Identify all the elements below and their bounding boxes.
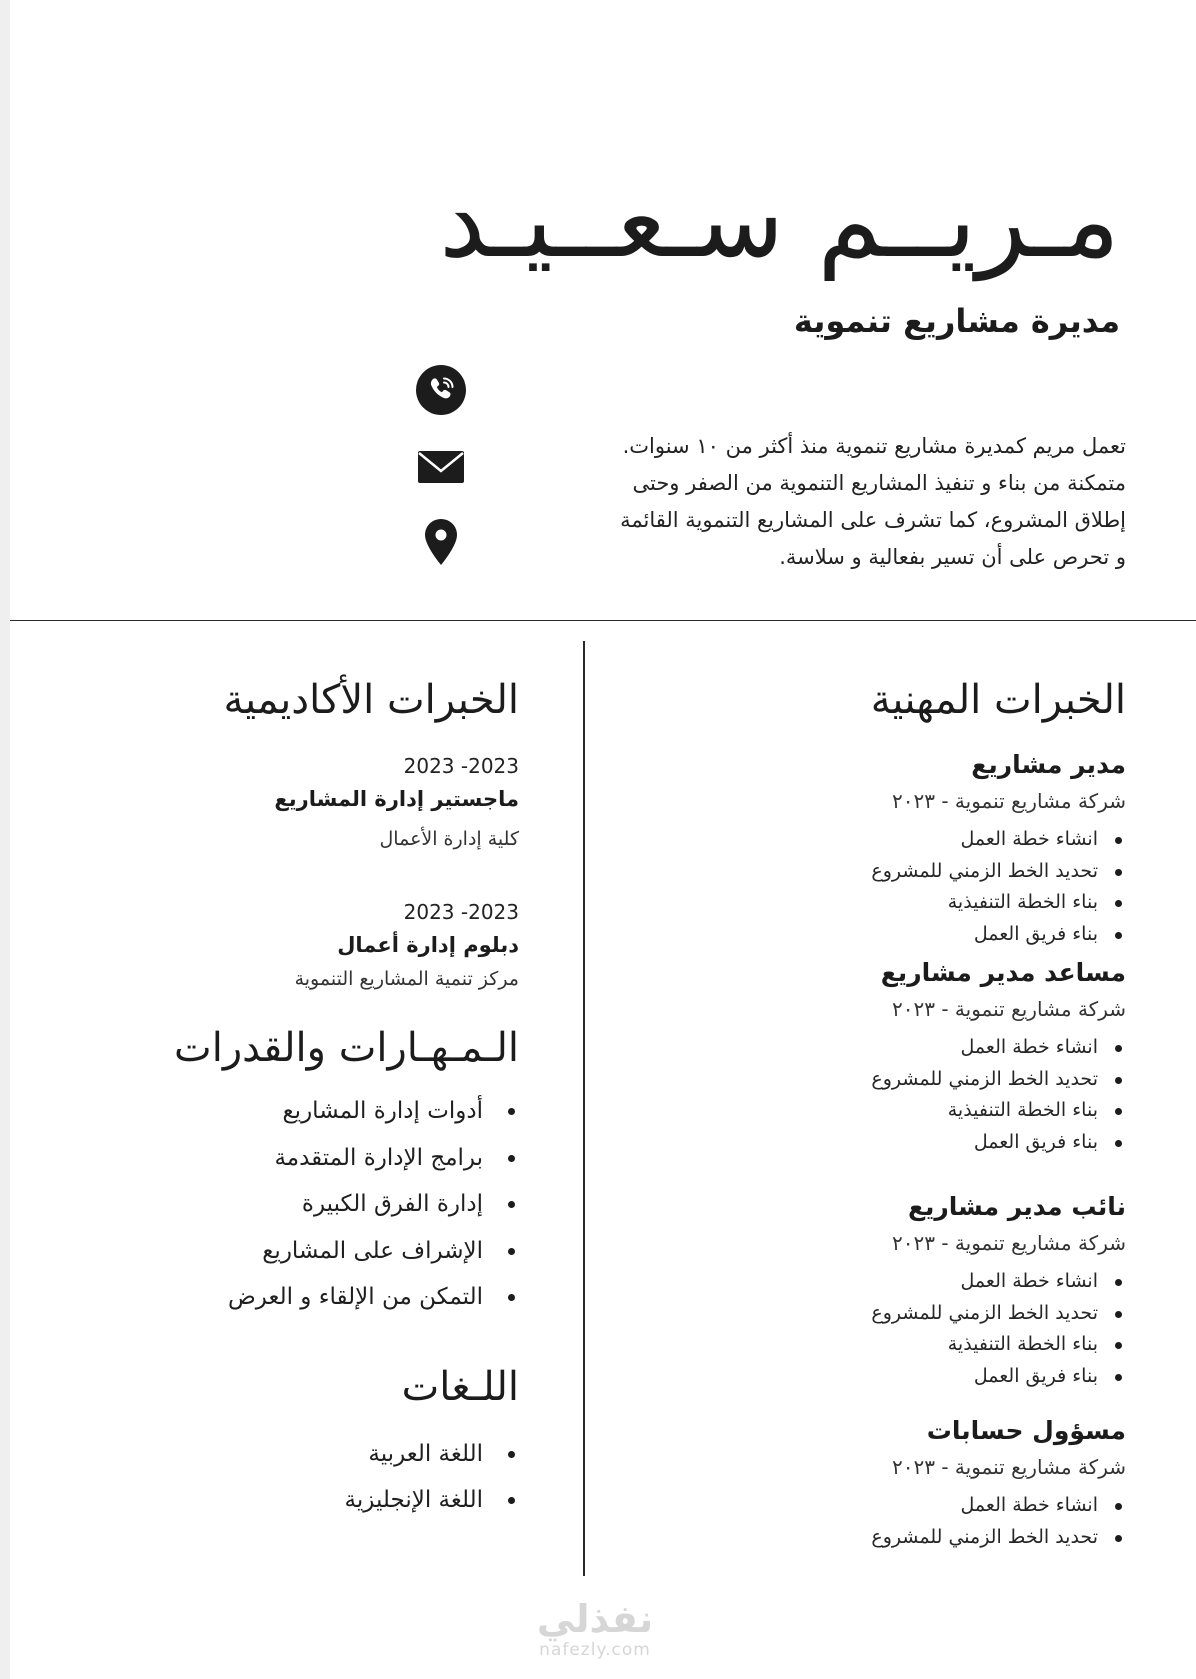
page-edge-strip <box>0 0 10 1679</box>
task-item: تحديد الخط الزمني للمشروع <box>606 856 1126 888</box>
education-year: 2023 -2023 <box>403 900 519 924</box>
location-pin-icon[interactable] <box>416 517 466 567</box>
task-item: تحديد الخط الزمني للمشروع <box>606 1522 1126 1554</box>
summary-line: تعمل مريم كمديرة مشاريع تنموية منذ أكثر من ١٠ سنوات. <box>622 434 1126 458</box>
job-entry <box>606 954 1126 1158</box>
experience-title: الخبرات المهنية <box>870 677 1126 723</box>
job-tasks <box>606 1032 1126 1158</box>
contact-icons <box>408 365 474 593</box>
profile-summary <box>566 428 1126 576</box>
languages-title: اللـغات <box>401 1363 519 1410</box>
experience-column <box>606 672 1126 1553</box>
education-degree: ماجستير إدارة المشاريع <box>274 787 519 811</box>
task-item: بناء الخطة التنفيذية <box>606 1095 1126 1127</box>
job-role: مساعد مدير مشاريع <box>880 958 1126 987</box>
education-school: مركز تنمية المشاريع التنموية <box>294 968 519 990</box>
task-item: بناء فريق العمل <box>606 1127 1126 1159</box>
education-entry <box>19 896 519 996</box>
task-item: انشاء خطة العمل <box>606 824 1126 856</box>
task-item: انشاء خطة العمل <box>606 1490 1126 1522</box>
task-item: تحديد الخط الزمني للمشروع <box>606 1298 1126 1330</box>
education-degree: دبلوم إدارة أعمال <box>337 933 519 957</box>
education-school: كلية إدارة الأعمال <box>379 828 519 850</box>
education-year: 2023 -2023 <box>403 754 519 778</box>
language-item: اللغة الإنجليزية <box>19 1477 519 1524</box>
skills-list <box>19 1088 519 1321</box>
job-company: شركة مشاريع تنموية - ٢٠٢٣ <box>892 1231 1126 1255</box>
job-entry <box>606 1188 1126 1392</box>
candidate-name: مـريــم سـعــيـد <box>439 159 1120 281</box>
side-column <box>19 672 519 1524</box>
skill-item: أدوات إدارة المشاريع <box>19 1088 519 1135</box>
summary-line: متمكنة من بناء و تنفيذ المشاريع التنموية من الصفر وحتى <box>632 471 1126 495</box>
watermark-arabic: نفذلي <box>536 1597 654 1641</box>
job-role: مدير مشاريع <box>971 750 1126 779</box>
mail-icon[interactable] <box>416 441 466 491</box>
task-item: بناء الخطة التنفيذية <box>606 1329 1126 1361</box>
skill-item: الإشراف على المشاريع <box>19 1228 519 1275</box>
task-item: تحديد الخط الزمني للمشروع <box>606 1064 1126 1096</box>
language-item: اللغة العربية <box>19 1431 519 1478</box>
education-title: الخبرات الأكاديمية <box>223 677 519 723</box>
summary-line: و تحرص على أن تسير بفعالية و سلاسة. <box>779 545 1126 569</box>
nafezly-watermark <box>520 1598 670 1660</box>
skill-item: إدارة الفرق الكبيرة <box>19 1181 519 1228</box>
job-tasks <box>606 824 1126 950</box>
summary-line: إطلاق المشروع، كما تشرف على المشاريع التنموية القائمة <box>620 508 1126 532</box>
task-item: انشاء خطة العمل <box>606 1266 1126 1298</box>
candidate-job-title: مديرة مشاريع تنموية <box>793 302 1120 340</box>
job-role: نائب مدير مشاريع <box>907 1192 1126 1221</box>
languages-list <box>19 1431 519 1524</box>
skills-title: الـمـهـارات والقدرات <box>174 1025 519 1071</box>
job-company: شركة مشاريع تنموية - ٢٠٢٣ <box>892 789 1126 813</box>
task-item: بناء الخطة التنفيذية <box>606 887 1126 919</box>
skill-item: التمكن من الإلقاء و العرض <box>19 1274 519 1321</box>
education-entry <box>19 750 519 856</box>
job-tasks <box>606 1266 1126 1392</box>
job-entry <box>606 1412 1126 1553</box>
horizontal-divider <box>10 620 1196 621</box>
vertical-divider <box>583 641 585 1576</box>
job-company: شركة مشاريع تنموية - ٢٠٢٣ <box>892 1455 1126 1479</box>
task-item: انشاء خطة العمل <box>606 1032 1126 1064</box>
phone-icon[interactable] <box>416 365 466 415</box>
job-entry <box>606 746 1126 950</box>
watermark-latin: nafezly.com <box>539 1640 651 1660</box>
task-item: بناء فريق العمل <box>606 1361 1126 1393</box>
job-company: شركة مشاريع تنموية - ٢٠٢٣ <box>892 997 1126 1021</box>
job-role: مسؤول حسابات <box>926 1416 1126 1445</box>
task-item: بناء فريق العمل <box>606 919 1126 951</box>
skill-item: برامج الإدارة المتقدمة <box>19 1135 519 1182</box>
job-tasks <box>606 1490 1126 1553</box>
